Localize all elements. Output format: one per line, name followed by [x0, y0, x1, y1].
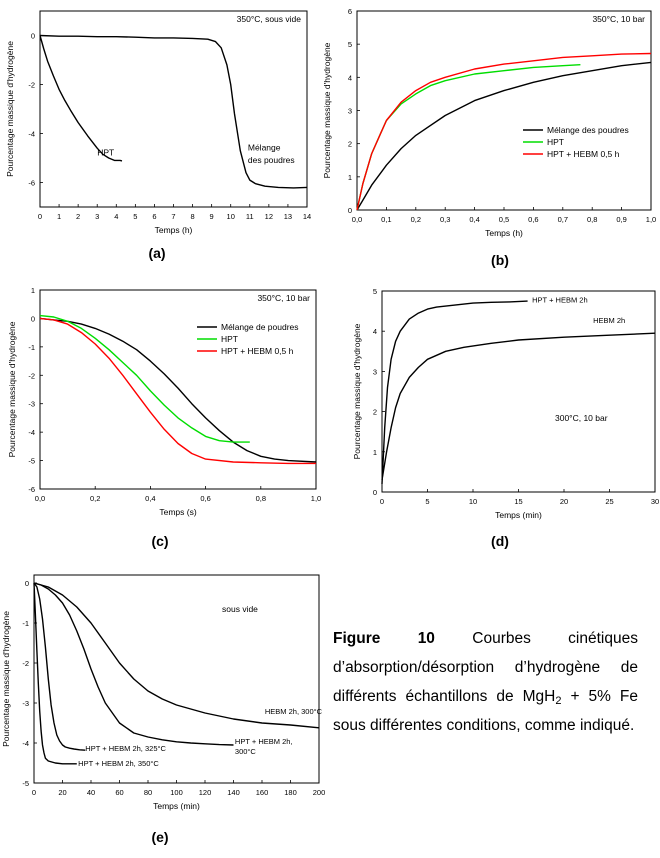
x-tick-label: 0,6	[528, 215, 539, 224]
y-tick-label: 1	[30, 286, 35, 295]
annotation-label: HPT + HEBM 2h, 350°C	[78, 758, 159, 768]
caption-subscript: 2	[555, 695, 562, 707]
x-tick-label: 1,0	[645, 215, 657, 224]
panel-label: (b)	[491, 252, 509, 268]
x-tick-label: 0,4	[469, 215, 480, 224]
series-line	[34, 583, 319, 728]
legend-label: Mélange des poudres	[547, 125, 629, 135]
x-tick-label: 5	[133, 212, 138, 221]
condition-label: 350°C, sous vide	[236, 14, 301, 24]
y-tick-label: -1	[28, 342, 35, 352]
x-tick-label: 0,3	[439, 215, 451, 224]
y-tick-label: 2	[372, 407, 377, 417]
y-tick-label: 0	[372, 488, 377, 497]
x-tick-label: 100	[170, 788, 183, 797]
x-axis-label: Temps (h)	[485, 228, 523, 238]
chart-a	[5, 11, 311, 261]
condition-label: 350°C, 10 bar	[257, 293, 310, 303]
y-tick-label: -4	[22, 739, 29, 748]
legend-label: HPT	[547, 137, 564, 147]
x-tick-label: 20	[58, 788, 67, 797]
condition-label: 300°C, 10 bar	[555, 413, 608, 423]
x-tick-label: 12	[264, 212, 274, 221]
x-tick-label: 10	[226, 212, 235, 221]
x-tick-label: 3	[95, 212, 100, 221]
annotation-label: Mélange	[247, 142, 281, 153]
y-tick-label: 0	[347, 206, 352, 215]
x-axis-label: Temps (min)	[153, 801, 200, 811]
y-tick-label: 1	[347, 172, 352, 182]
annotation-label: HPT + HEBM 2h,	[234, 736, 293, 746]
series-line	[382, 301, 528, 484]
x-tick-label: 80	[143, 788, 153, 797]
x-axis-label: Temps (s)	[159, 507, 197, 517]
caption-figure-number: Figure 10	[333, 630, 435, 647]
panel-label: (d)	[491, 533, 509, 549]
series-line	[34, 583, 77, 764]
series-line	[40, 318, 316, 463]
chart-d	[352, 287, 659, 549]
annotation-label: HPT + HEBM 2h, 325°C	[85, 744, 166, 753]
y-tick-label: 0	[24, 579, 29, 588]
x-tick-label: 0,9	[616, 215, 627, 224]
caption-text: Courbes cinétiques d’absorption/désorption d’hydrogène de différents échantillons de MgH	[333, 630, 638, 705]
x-tick-label: 0,6	[200, 494, 211, 503]
annotation-label: HPT	[97, 147, 115, 158]
series-line	[382, 333, 655, 480]
legend-label: HPT	[221, 334, 238, 344]
x-tick-label: 140	[227, 788, 240, 797]
x-tick-label: 60	[115, 788, 124, 797]
x-tick-label: 10	[468, 497, 478, 506]
y-tick-label: 0	[30, 314, 35, 324]
condition-label: sous vide	[222, 604, 258, 614]
y-axis-label: Pourcentage massique d'hydrogène	[5, 41, 15, 177]
y-tick-label: -2	[22, 659, 29, 668]
y-tick-label: -4	[28, 428, 35, 438]
y-tick-label: 5	[372, 287, 377, 296]
y-tick-label: -2	[28, 80, 35, 90]
x-tick-label: 1	[56, 212, 62, 221]
y-tick-label: -2	[28, 371, 35, 381]
y-tick-label: 3	[372, 367, 377, 377]
panel-label: (c)	[151, 533, 169, 549]
x-tick-label: 0,1	[381, 215, 392, 224]
x-tick-label: 15	[514, 497, 523, 506]
y-tick-label: -1	[22, 619, 29, 628]
x-tick-label: 20	[559, 497, 569, 506]
annotation-label: HPT + HEBM 2h	[532, 295, 588, 305]
y-tick-label: 2	[347, 139, 352, 149]
y-tick-label: 4	[347, 73, 352, 83]
x-tick-label: 0,4	[145, 494, 156, 503]
y-tick-label: 1	[372, 447, 377, 457]
y-tick-label: -3	[22, 699, 29, 708]
x-tick-label: 1,0	[310, 494, 322, 503]
y-axis-label: Pourcentage massique d'hydrogène	[352, 323, 362, 460]
y-tick-label: -5	[22, 779, 29, 788]
annotation-label: HEBM 2h	[593, 316, 626, 326]
y-tick-label: 6	[347, 7, 352, 16]
y-tick-label: -4	[28, 129, 35, 139]
y-axis-label: Pourcentage massique d'hydrogène	[322, 42, 332, 179]
series-line	[40, 316, 250, 443]
y-tick-label: -5	[28, 456, 35, 466]
series-line	[40, 318, 316, 462]
annotation-label: HEBM 2h, 300°C	[264, 707, 323, 717]
panel-label: (a)	[148, 245, 166, 261]
x-tick-label: 0,5	[498, 215, 510, 224]
x-tick-label: 2	[76, 212, 81, 221]
y-tick-label: -6	[28, 485, 35, 494]
chart-c	[7, 286, 321, 549]
x-tick-label: 0,8	[255, 494, 267, 503]
x-tick-label: 120	[198, 788, 212, 797]
legend-label: HPT + HEBM 0,5 h	[547, 149, 620, 159]
x-tick-label: 0	[379, 497, 385, 506]
x-tick-label: 0,0	[351, 215, 363, 224]
y-tick-label: -3	[28, 399, 35, 409]
caption-text-end: + 5% Fe sous différentes conditions, comme indiqué.	[333, 688, 638, 734]
panel-label: (e)	[151, 829, 169, 845]
y-tick-label: -6	[28, 178, 35, 188]
x-tick-label: 30	[650, 497, 660, 506]
figure-caption	[333, 624, 638, 740]
x-tick-label: 25	[605, 497, 614, 506]
plot-frame	[40, 11, 307, 207]
legend-label: HPT + HEBM 0,5 h	[221, 346, 294, 356]
plot-frame	[357, 11, 651, 210]
chart-b	[322, 7, 656, 268]
x-tick-label: 200	[312, 788, 326, 797]
series-line	[357, 62, 651, 210]
y-tick-label: 5	[347, 40, 352, 50]
series-line	[40, 36, 307, 188]
legend-label: Mélange de poudres	[221, 322, 299, 332]
x-tick-label: 11	[245, 212, 254, 221]
x-tick-label: 0,7	[557, 215, 569, 224]
annotation-label: 300°C	[234, 747, 256, 757]
x-tick-label: 0,0	[34, 494, 46, 503]
chart-e	[1, 575, 325, 845]
x-tick-label: 0,2	[410, 215, 422, 224]
y-axis-label: Pourcentage massique d'hydrogène	[7, 321, 17, 458]
y-axis-label: Pourcentage massique d'hydrogène	[1, 611, 11, 747]
annotation-label: des poudres	[247, 154, 295, 165]
x-tick-label: 7	[171, 212, 176, 221]
x-axis-label: Temps (h)	[154, 225, 193, 235]
condition-label: 350°C, 10 bar	[592, 14, 645, 24]
y-tick-label: 4	[372, 327, 377, 337]
x-tick-label: 14	[302, 212, 312, 221]
x-tick-label: 160	[255, 788, 269, 797]
series-line	[40, 36, 122, 161]
x-tick-label: 0	[37, 212, 43, 221]
x-tick-label: 13	[283, 212, 293, 221]
x-tick-label: 4	[114, 212, 119, 221]
y-tick-label: 3	[347, 106, 352, 116]
x-tick-label: 0,8	[586, 215, 598, 224]
series-line	[34, 583, 234, 745]
x-tick-label: 0	[31, 788, 37, 797]
x-tick-label: 40	[86, 788, 96, 797]
x-tick-label: 0,2	[89, 494, 101, 503]
x-tick-label: 9	[209, 212, 214, 221]
x-tick-label: 6	[152, 212, 157, 221]
y-tick-label: 0	[30, 31, 35, 41]
x-tick-label: 5	[425, 497, 430, 506]
x-tick-label: 180	[284, 788, 297, 797]
x-tick-label: 8	[190, 212, 195, 221]
x-axis-label: Temps (min)	[495, 510, 542, 520]
